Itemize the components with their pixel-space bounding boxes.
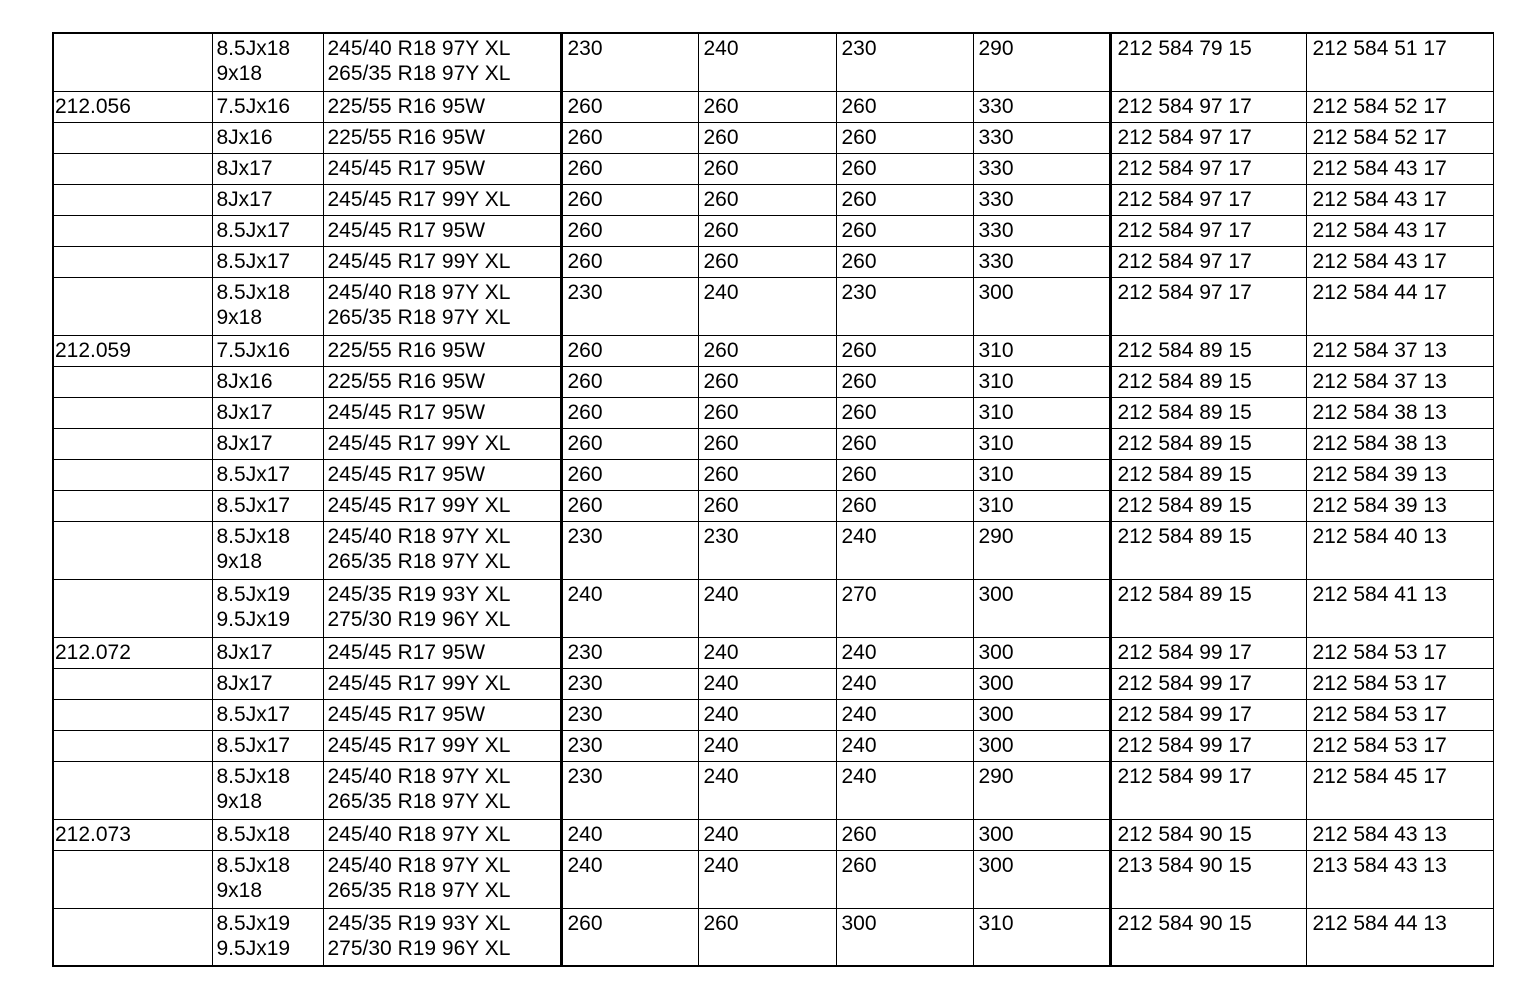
pressure-rear-full-cell: 330 <box>973 122 1110 153</box>
table-row <box>53 699 1493 730</box>
pressure-front-cell: 260 <box>561 91 698 122</box>
pressure-front-full-cell: 230 <box>836 277 973 335</box>
tire-size-cell: 245/45 R17 95W <box>323 459 561 490</box>
pressure-front-cell: 230 <box>561 761 698 819</box>
part-number-b-cell: 212 584 38 13 <box>1306 428 1493 459</box>
pressure-rear-full-cell: 310 <box>973 490 1110 521</box>
pressure-rear-cell: 260 <box>698 366 836 397</box>
model-code-cell <box>53 184 212 215</box>
rim-size-cell <box>212 579 323 637</box>
model-code-cell <box>53 246 212 277</box>
pressure-rear-cell: 260 <box>698 122 836 153</box>
part-number-b-cell: 212 584 37 13 <box>1306 335 1493 366</box>
table-row <box>53 579 1493 637</box>
pressure-rear-cell: 260 <box>698 397 836 428</box>
model-code-cell <box>53 459 212 490</box>
pressure-front-cell: 260 <box>561 397 698 428</box>
pressure-front-cell: 260 <box>561 153 698 184</box>
table-row <box>53 521 1493 579</box>
table-row <box>53 184 1493 215</box>
rim-size-cell <box>212 33 323 91</box>
cell-line: 8.5Jx18 <box>216 524 291 548</box>
rim-size-cell: 8.5Jx18 <box>212 819 323 850</box>
model-code-cell: 212.056 <box>53 91 212 122</box>
pressure-front-cell: 260 <box>561 366 698 397</box>
pressure-front-cell: 260 <box>561 122 698 153</box>
tire-size-cell <box>323 579 561 637</box>
rim-size-cell: 8Jx16 <box>212 366 323 397</box>
tire-size-cell: 225/55 R16 95W <box>323 122 561 153</box>
rim-size-cell <box>212 761 323 819</box>
pressure-front-cell: 230 <box>561 521 698 579</box>
cell-line: 265/35 R18 97Y XL <box>327 305 511 329</box>
rim-size-cell: 8.5Jx17 <box>212 246 323 277</box>
rim-size-cell: 8.5Jx17 <box>212 699 323 730</box>
pressure-front-full-cell: 260 <box>836 819 973 850</box>
part-number-b-cell: 212 584 44 17 <box>1306 277 1493 335</box>
model-code-cell: 212.073 <box>53 819 212 850</box>
pressure-front-full-cell: 260 <box>836 122 973 153</box>
part-number-a-cell: 212 584 97 17 <box>1110 91 1306 122</box>
model-code-cell <box>53 850 212 908</box>
model-code-cell <box>53 428 212 459</box>
rim-size-cell <box>212 277 323 335</box>
pressure-front-full-cell: 260 <box>836 153 973 184</box>
pressure-front-full-cell: 260 <box>836 366 973 397</box>
cell-line: 9x18 <box>216 789 263 813</box>
table-row <box>53 850 1493 908</box>
pressure-front-cell: 230 <box>561 637 698 668</box>
model-code-cell <box>53 490 212 521</box>
pressure-rear-full-cell: 330 <box>973 246 1110 277</box>
rim-size-cell: 7.5Jx16 <box>212 335 323 366</box>
rim-size-cell <box>212 850 323 908</box>
rim-size-cell <box>212 521 323 579</box>
pressure-front-full-cell: 270 <box>836 579 973 637</box>
pressure-front-cell: 230 <box>561 277 698 335</box>
pressure-front-full-cell: 240 <box>836 761 973 819</box>
part-number-b-cell: 212 584 53 17 <box>1306 730 1493 761</box>
pressure-front-cell: 230 <box>561 33 698 91</box>
tire-size-cell: 245/45 R17 99Y XL <box>323 668 561 699</box>
cell-line: 8.5Jx18 <box>216 280 291 304</box>
cell-line: 9x18 <box>216 62 263 85</box>
model-code-cell <box>53 761 212 819</box>
table-row <box>53 246 1493 277</box>
pressure-front-full-cell: 240 <box>836 699 973 730</box>
model-code-cell <box>53 699 212 730</box>
part-number-b-cell: 212 584 43 13 <box>1306 819 1493 850</box>
cell-line: 245/40 R18 97Y XL <box>327 280 511 304</box>
pressure-front-cell: 260 <box>561 459 698 490</box>
cell-line: 9x18 <box>216 549 263 573</box>
pressure-rear-full-cell: 330 <box>973 184 1110 215</box>
rim-size-cell: 8.5Jx17 <box>212 490 323 521</box>
pressure-front-cell: 240 <box>561 579 698 637</box>
tire-size-cell: 245/45 R17 99Y XL <box>323 184 561 215</box>
pressure-front-full-cell: 260 <box>836 490 973 521</box>
part-number-a-cell: 212 584 89 15 <box>1110 579 1306 637</box>
part-number-a-cell: 212 584 90 15 <box>1110 819 1306 850</box>
table-row <box>53 819 1493 850</box>
part-number-b-cell: 212 584 45 17 <box>1306 761 1493 819</box>
part-number-a-cell: 212 584 90 15 <box>1110 908 1306 966</box>
pressure-rear-full-cell: 310 <box>973 366 1110 397</box>
pressure-front-full-cell: 260 <box>836 215 973 246</box>
pressure-rear-cell: 240 <box>698 668 836 699</box>
pressure-front-full-cell: 240 <box>836 521 973 579</box>
pressure-front-full-cell: 260 <box>836 246 973 277</box>
pressure-rear-cell: 260 <box>698 215 836 246</box>
part-number-a-cell: 212 584 99 17 <box>1110 761 1306 819</box>
table-body <box>53 33 1493 966</box>
tire-size-cell: 245/40 R18 97Y XL <box>323 819 561 850</box>
tire-pressure-table <box>52 32 1494 967</box>
pressure-rear-full-cell: 300 <box>973 637 1110 668</box>
tire-size-cell <box>323 33 561 91</box>
part-number-b-cell: 212 584 53 17 <box>1306 699 1493 730</box>
pressure-rear-cell: 260 <box>698 91 836 122</box>
table-row <box>53 153 1493 184</box>
part-number-a-cell: 212 584 79 15 <box>1110 33 1306 91</box>
rim-size-cell: 8Jx17 <box>212 397 323 428</box>
model-code-cell <box>53 215 212 246</box>
cell-line: 9x18 <box>216 305 263 329</box>
cell-line: 9.5Jx19 <box>216 936 291 960</box>
part-number-a-cell: 212 584 99 17 <box>1110 668 1306 699</box>
table-row <box>53 397 1493 428</box>
pressure-rear-cell: 240 <box>698 699 836 730</box>
part-number-b-cell: 212 584 38 13 <box>1306 397 1493 428</box>
pressure-rear-cell: 230 <box>698 521 836 579</box>
pressure-front-cell: 260 <box>561 428 698 459</box>
table-row <box>53 761 1493 819</box>
table-row <box>53 366 1493 397</box>
model-code-cell <box>53 33 212 91</box>
pressure-front-cell: 260 <box>561 908 698 966</box>
pressure-front-full-cell: 240 <box>836 730 973 761</box>
rim-size-cell: 7.5Jx16 <box>212 91 323 122</box>
pressure-rear-full-cell: 330 <box>973 153 1110 184</box>
pressure-front-cell: 260 <box>561 490 698 521</box>
pressure-rear-cell: 240 <box>698 637 836 668</box>
cell-line: 9x18 <box>216 878 263 902</box>
pressure-rear-cell: 260 <box>698 428 836 459</box>
pressure-front-full-cell: 260 <box>836 335 973 366</box>
pressure-rear-full-cell: 330 <box>973 215 1110 246</box>
pressure-front-full-cell: 300 <box>836 908 973 966</box>
tire-size-cell <box>323 908 561 966</box>
tire-size-cell: 245/45 R17 99Y XL <box>323 428 561 459</box>
tire-size-cell: 245/45 R17 95W <box>323 215 561 246</box>
pressure-rear-full-cell: 310 <box>973 428 1110 459</box>
part-number-a-cell: 212 584 97 17 <box>1110 122 1306 153</box>
cell-line: 265/35 R18 97Y XL <box>327 62 511 85</box>
pressure-front-full-cell: 240 <box>836 637 973 668</box>
pressure-rear-full-cell: 310 <box>973 459 1110 490</box>
pressure-rear-cell: 260 <box>698 246 836 277</box>
model-code-cell <box>53 908 212 966</box>
cell-line: 8.5Jx19 <box>216 911 291 935</box>
pressure-front-cell: 260 <box>561 246 698 277</box>
pressure-rear-full-cell: 290 <box>973 521 1110 579</box>
model-code-cell <box>53 366 212 397</box>
pressure-rear-full-cell: 290 <box>973 761 1110 819</box>
cell-line: 8.5Jx18 <box>216 37 291 60</box>
tire-size-cell: 245/45 R17 95W <box>323 699 561 730</box>
pressure-rear-cell: 240 <box>698 850 836 908</box>
pressure-rear-cell: 260 <box>698 908 836 966</box>
part-number-b-cell: 213 584 43 13 <box>1306 850 1493 908</box>
table-row <box>53 637 1493 668</box>
table-row <box>53 215 1493 246</box>
part-number-a-cell: 212 584 97 17 <box>1110 215 1306 246</box>
part-number-b-cell: 212 584 41 13 <box>1306 579 1493 637</box>
part-number-a-cell: 212 584 89 15 <box>1110 490 1306 521</box>
rim-size-cell: 8.5Jx17 <box>212 215 323 246</box>
pressure-front-full-cell: 260 <box>836 428 973 459</box>
part-number-a-cell: 212 584 99 17 <box>1110 699 1306 730</box>
pressure-rear-cell: 260 <box>698 153 836 184</box>
rim-size-cell: 8Jx17 <box>212 668 323 699</box>
pressure-rear-full-cell: 300 <box>973 579 1110 637</box>
tire-size-cell: 245/45 R17 99Y XL <box>323 730 561 761</box>
pressure-front-full-cell: 240 <box>836 668 973 699</box>
table-row <box>53 335 1493 366</box>
model-code-cell <box>53 153 212 184</box>
part-number-b-cell: 212 584 40 13 <box>1306 521 1493 579</box>
table-row <box>53 33 1493 91</box>
pressure-rear-cell: 260 <box>698 335 836 366</box>
tire-size-cell <box>323 761 561 819</box>
cell-line: 9.5Jx19 <box>216 607 291 631</box>
pressure-rear-full-cell: 300 <box>973 668 1110 699</box>
cell-line: 245/40 R18 97Y XL <box>327 764 511 788</box>
pressure-rear-cell: 240 <box>698 33 836 91</box>
part-number-b-cell: 212 584 39 13 <box>1306 459 1493 490</box>
cell-line: 8.5Jx18 <box>216 853 291 877</box>
pressure-rear-cell: 260 <box>698 184 836 215</box>
tire-size-cell <box>323 277 561 335</box>
pressure-front-full-cell: 260 <box>836 459 973 490</box>
pressure-rear-cell: 260 <box>698 459 836 490</box>
tire-size-cell: 245/45 R17 99Y XL <box>323 490 561 521</box>
pressure-front-cell: 240 <box>561 819 698 850</box>
pressure-rear-full-cell: 300 <box>973 699 1110 730</box>
rim-size-cell: 8.5Jx17 <box>212 459 323 490</box>
table-row <box>53 91 1493 122</box>
table-row <box>53 428 1493 459</box>
part-number-a-cell: 212 584 97 17 <box>1110 277 1306 335</box>
part-number-a-cell: 212 584 97 17 <box>1110 246 1306 277</box>
part-number-b-cell: 212 584 43 17 <box>1306 184 1493 215</box>
part-number-b-cell: 212 584 52 17 <box>1306 91 1493 122</box>
pressure-front-cell: 260 <box>561 335 698 366</box>
part-number-a-cell: 213 584 90 15 <box>1110 850 1306 908</box>
pressure-rear-cell: 240 <box>698 819 836 850</box>
part-number-a-cell: 212 584 89 15 <box>1110 335 1306 366</box>
part-number-a-cell: 212 584 89 15 <box>1110 521 1306 579</box>
pressure-front-full-cell: 260 <box>836 91 973 122</box>
cell-line: 265/35 R18 97Y XL <box>327 789 511 813</box>
part-number-a-cell: 212 584 99 17 <box>1110 637 1306 668</box>
tire-size-cell: 225/55 R16 95W <box>323 366 561 397</box>
tire-size-cell <box>323 521 561 579</box>
pressure-rear-full-cell: 310 <box>973 908 1110 966</box>
part-number-a-cell: 212 584 89 15 <box>1110 428 1306 459</box>
pressure-front-full-cell: 260 <box>836 850 973 908</box>
pressure-front-cell: 260 <box>561 215 698 246</box>
pressure-rear-cell: 240 <box>698 579 836 637</box>
part-number-a-cell: 212 584 89 15 <box>1110 459 1306 490</box>
pressure-rear-cell: 240 <box>698 730 836 761</box>
part-number-a-cell: 212 584 97 17 <box>1110 184 1306 215</box>
cell-line: 8.5Jx19 <box>216 582 291 606</box>
part-number-a-cell: 212 584 89 15 <box>1110 397 1306 428</box>
table-row <box>53 668 1493 699</box>
model-code-cell: 212.072 <box>53 637 212 668</box>
tire-size-cell: 225/55 R16 95W <box>323 335 561 366</box>
part-number-b-cell: 212 584 51 17 <box>1306 33 1493 91</box>
rim-size-cell: 8Jx17 <box>212 184 323 215</box>
pressure-rear-full-cell: 300 <box>973 730 1110 761</box>
model-code-cell <box>53 397 212 428</box>
part-number-b-cell: 212 584 53 17 <box>1306 668 1493 699</box>
rim-size-cell: 8.5Jx17 <box>212 730 323 761</box>
model-code-cell <box>53 730 212 761</box>
pressure-rear-full-cell: 300 <box>973 850 1110 908</box>
pressure-rear-full-cell: 310 <box>973 335 1110 366</box>
pressure-front-full-cell: 260 <box>836 397 973 428</box>
model-code-cell <box>53 521 212 579</box>
table-row <box>53 490 1493 521</box>
part-number-b-cell: 212 584 52 17 <box>1306 122 1493 153</box>
rim-size-cell <box>212 908 323 966</box>
table-row <box>53 908 1493 966</box>
cell-line: 245/35 R19 93Y XL <box>327 911 511 935</box>
tire-size-cell: 245/45 R17 95W <box>323 397 561 428</box>
cell-line: 245/40 R18 97Y XL <box>327 37 511 60</box>
pressure-rear-full-cell: 330 <box>973 91 1110 122</box>
tire-size-cell: 245/45 R17 99Y XL <box>323 246 561 277</box>
pressure-front-full-cell: 260 <box>836 184 973 215</box>
pressure-front-cell: 240 <box>561 850 698 908</box>
part-number-b-cell: 212 584 37 13 <box>1306 366 1493 397</box>
part-number-b-cell: 212 584 43 17 <box>1306 246 1493 277</box>
model-code-cell <box>53 122 212 153</box>
pressure-rear-cell: 240 <box>698 761 836 819</box>
part-number-b-cell: 212 584 43 17 <box>1306 215 1493 246</box>
rim-size-cell: 8Jx17 <box>212 428 323 459</box>
tire-size-cell: 245/45 R17 95W <box>323 153 561 184</box>
table-row <box>53 277 1493 335</box>
table-row <box>53 459 1493 490</box>
table-row <box>53 730 1493 761</box>
pressure-rear-full-cell: 290 <box>973 33 1110 91</box>
part-number-b-cell: 212 584 39 13 <box>1306 490 1493 521</box>
model-code-cell <box>53 579 212 637</box>
rim-size-cell: 8Jx16 <box>212 122 323 153</box>
part-number-a-cell: 212 584 89 15 <box>1110 366 1306 397</box>
table-row <box>53 122 1493 153</box>
pressure-rear-cell: 260 <box>698 490 836 521</box>
part-number-b-cell: 212 584 53 17 <box>1306 637 1493 668</box>
model-code-cell <box>53 668 212 699</box>
cell-line: 265/35 R18 97Y XL <box>327 549 511 573</box>
pressure-rear-cell: 240 <box>698 277 836 335</box>
tire-size-cell: 245/45 R17 95W <box>323 637 561 668</box>
part-number-b-cell: 212 584 43 17 <box>1306 153 1493 184</box>
pressure-front-cell: 230 <box>561 730 698 761</box>
part-number-a-cell: 212 584 99 17 <box>1110 730 1306 761</box>
model-code-cell: 212.059 <box>53 335 212 366</box>
cell-line: 275/30 R19 96Y XL <box>327 607 511 631</box>
cell-line: 265/35 R18 97Y XL <box>327 878 511 902</box>
pressure-rear-full-cell: 300 <box>973 277 1110 335</box>
pressure-front-cell: 230 <box>561 668 698 699</box>
tire-size-cell <box>323 850 561 908</box>
part-number-b-cell: 212 584 44 13 <box>1306 908 1493 966</box>
tire-size-cell: 225/55 R16 95W <box>323 91 561 122</box>
part-number-a-cell: 212 584 97 17 <box>1110 153 1306 184</box>
model-code-cell <box>53 277 212 335</box>
cell-line: 275/30 R19 96Y XL <box>327 936 511 960</box>
cell-line: 245/35 R19 93Y XL <box>327 582 511 606</box>
cell-line: 245/40 R18 97Y XL <box>327 853 511 877</box>
pressure-front-full-cell: 230 <box>836 33 973 91</box>
rim-size-cell: 8Jx17 <box>212 153 323 184</box>
pressure-rear-full-cell: 310 <box>973 397 1110 428</box>
pressure-front-cell: 260 <box>561 184 698 215</box>
cell-line: 245/40 R18 97Y XL <box>327 524 511 548</box>
rim-size-cell: 8Jx17 <box>212 637 323 668</box>
pressure-front-cell: 230 <box>561 699 698 730</box>
cell-line: 8.5Jx18 <box>216 764 291 788</box>
pressure-rear-full-cell: 300 <box>973 819 1110 850</box>
